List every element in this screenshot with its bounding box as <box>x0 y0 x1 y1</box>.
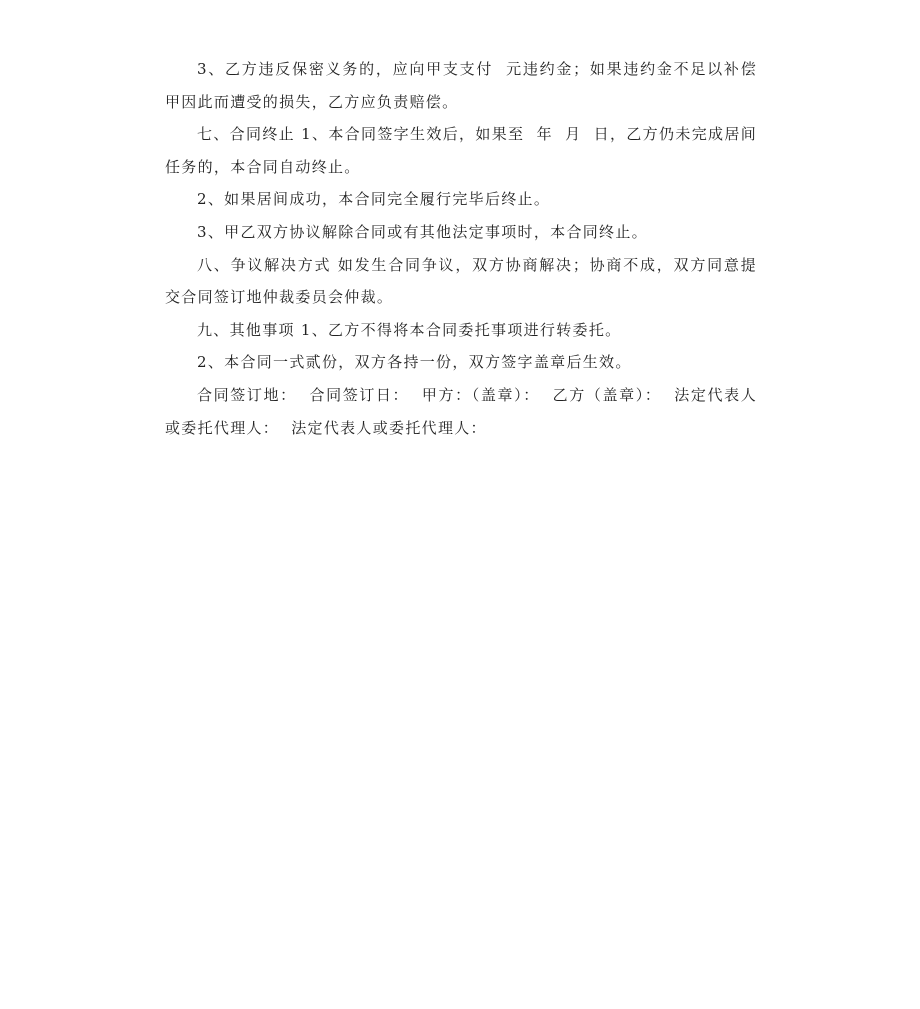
paragraph-termination: 七、合同终止 1、本合同签字生效后，如果至 年 月 日，乙方仍未完成居间任务的，本合同自动终止。 <box>165 125 757 176</box>
paragraph-copies: 2、本合同一式贰份，双方各持一份，双方签字盖章后生效。 <box>197 353 632 372</box>
document-body <box>165 53 757 444</box>
paragraph-signatures: 合同签订地： 合同签订日： 甲方：（盖章）： 乙方（盖章）： 法定代表人或委托代理人： 法定代表人或委托代理人： <box>165 385 757 437</box>
paragraph-dispute-resolution: 八、争议解决方式 如发生合同争议，双方协商解决；协商不成，双方同意提交合同签订地仲裁委员会仲裁。 <box>165 255 757 307</box>
paragraph-other-matters: 九、其他事项 1、乙方不得将本合同委托事项进行转委托。 <box>197 320 622 339</box>
paragraph-termination-agreement: 3、甲乙双方协议解除合同或有其他法定事项时，本合同终止。 <box>197 222 648 241</box>
paragraph-termination-success: 2、如果居间成功，本合同完全履行完毕后终止。 <box>197 190 551 209</box>
paragraph-breach-penalty: 3、乙方违反保密义务的，应向甲支支付 元违约金；如果违约金不足以补偿甲因此而遭受的损失，乙方应负责赔偿。 <box>165 60 757 111</box>
